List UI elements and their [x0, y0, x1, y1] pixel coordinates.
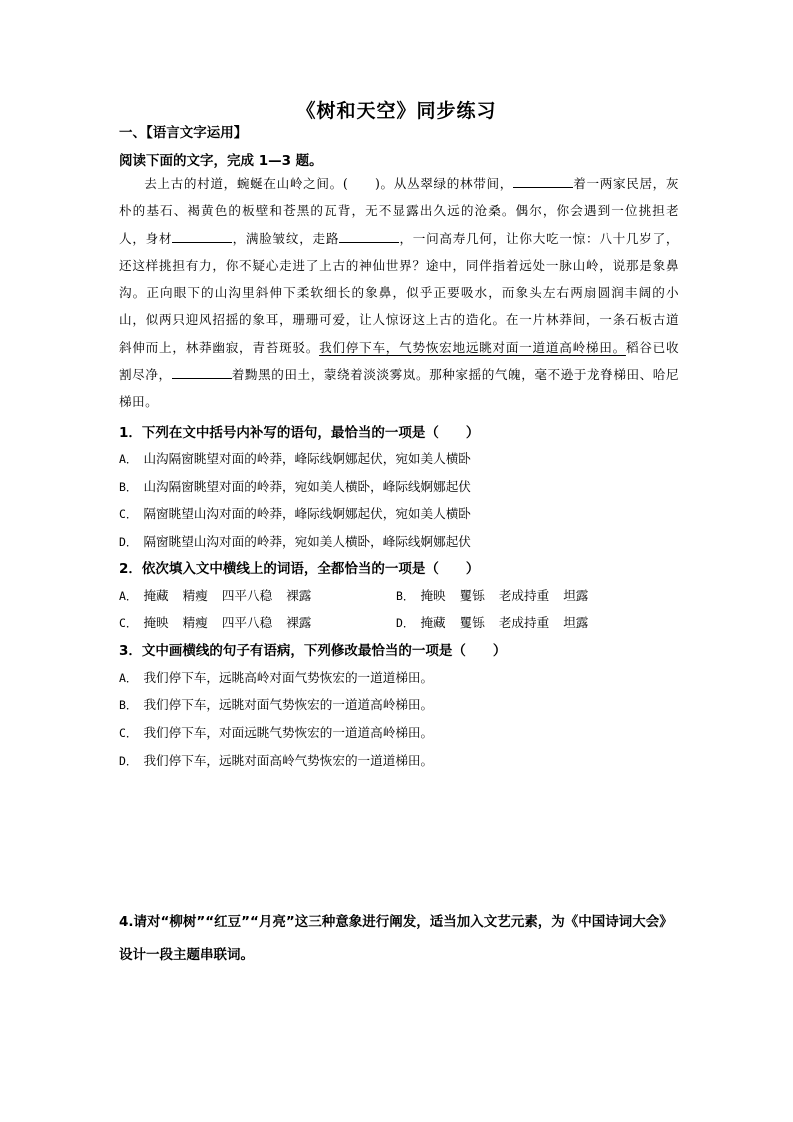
option-word: 矍铄: [459, 615, 485, 630]
option-text: 山沟隔窗眺望对面的岭莽，宛如美人横卧，峰际线婀娜起伏: [143, 479, 471, 494]
option-word: 精瘦: [182, 588, 208, 603]
option-letter: C．: [119, 507, 138, 521]
page-title: 《树和天空》同步练习: [296, 100, 497, 122]
fill-blank: [172, 366, 232, 379]
passage-text: ，一问高寿几何，让你大吃一惊：八十几岁了，还这样挑担有力，你不疑心走进了上古的神仙世界？途中，同伴指着远处一脉山岭，说那是象鼻沟。正向眼下的山沟里斜伸下柔软细长的象鼻，似乎正要吸水，而象头左右两扇圆润丰阔的小山，似两只迎风招摇的象耳，珊珊可爱，让人惊讶这上古的造化。在一片林莽间，一条石板古道斜伸而上，林莽幽寂，青苔斑驳。: [119, 230, 679, 355]
option-text: 我们停下车，远眺对面气势恢宏的一道道高岭梯田。: [143, 697, 434, 712]
option-word: 坦露: [563, 615, 589, 630]
option-letter: D．: [396, 616, 415, 630]
option-word: 裸露: [286, 588, 312, 603]
question-2-option-d: [396, 612, 602, 631]
question-1-stem: 1．下列在文中括号内补写的语句，最恰当的一项是（ ）: [119, 425, 480, 441]
passage-text: ，满脸皱纹，走路: [232, 230, 340, 246]
question-3-option-c: [119, 722, 433, 741]
option-text: 我们停下车，远眺高岭对面气势恢宏的一道道梯田。: [143, 670, 434, 685]
question-2-option-c: [119, 612, 325, 631]
fill-blank: [339, 230, 399, 243]
option-word: 四平八稳: [221, 588, 273, 603]
passage-text: 着一两家民居，灰朴的基石、褐黄色的板壁和苍黑的瓦背，无不显露出久远的沧桑。偶尔，你会遇到一位挑担老人，身材: [119, 176, 679, 246]
section-heading: 一、【语言文字运用】: [119, 125, 248, 141]
option-letter: D．: [119, 535, 138, 549]
option-word: 掩藏: [143, 588, 169, 603]
option-letter: C．: [119, 726, 138, 740]
question-1-option-b: [119, 476, 471, 495]
option-word: 老成持重: [498, 615, 550, 630]
option-text: 山沟隔窗眺望对面的岭莽，峰际线婀娜起伏，宛如美人横卧: [143, 451, 471, 466]
question-2-option-a: [119, 585, 325, 604]
question-1-option-c: [119, 503, 471, 522]
option-text: 我们停下车，远眺对面高岭气势恢宏的一道道梯田。: [143, 753, 434, 768]
option-letter: A．: [119, 452, 138, 466]
option-word: 坦露: [563, 588, 589, 603]
option-word: 精瘦: [182, 615, 208, 630]
passage-text: 去上古的村道，蜿蜒在山岭之间。( )。从丛翠绿的林带间，: [144, 176, 513, 191]
question-4: 4.请对“柳树”“红豆”“月亮”这三种意象进行阐发，适当加入文艺元素，为《中国诗词大会》设计一段主题串联词。: [119, 914, 673, 963]
option-letter: A．: [119, 671, 138, 685]
option-letter: B．: [119, 480, 138, 494]
option-letter: B．: [119, 698, 138, 712]
option-word: 掩藏: [420, 615, 446, 630]
reading-instruction: 阅读下面的文字，完成 1—3 题。: [119, 153, 323, 169]
question-2-option-b: [396, 585, 602, 604]
question-3-stem: 3．文中画横线的句子有语病，下列修改最恰当的一项是（ ）: [119, 643, 507, 659]
option-letter: C．: [119, 616, 138, 630]
option-text: 我们停下车，对面远眺气势恢宏的一道道高岭梯田。: [143, 725, 434, 740]
option-word: 掩映: [420, 588, 446, 603]
passage-text: 着黝黑的田土，蒙绕着淡淡雾岚。那种家摇的气魄，毫不逊于龙脊梯田、哈尼梯田。: [119, 367, 679, 410]
option-word: 裸露: [286, 615, 312, 630]
option-text: 隔窗眺望山沟对面的岭莽，峰际线婀娜起伏，宛如美人横卧: [143, 506, 471, 521]
question-1-option-d: [119, 531, 471, 550]
question-3-option-d: [119, 750, 433, 769]
underlined-sentence: 我们停下车，气势恢宏地远眺对面一道道高岭梯田。: [319, 339, 626, 355]
fill-blank: [172, 230, 232, 243]
option-text: 隔窗眺望山沟对面的岭莽，宛如美人横卧，峰际线婀娜起伏: [143, 534, 471, 549]
option-word: 掩映: [143, 615, 169, 630]
option-letter: D．: [119, 754, 138, 768]
fill-blank: [513, 175, 573, 188]
passage-text: 稻谷已收割尽净，: [119, 339, 680, 383]
question-3-option-b: [119, 694, 433, 713]
question-3-option-a: [119, 667, 433, 686]
question-1-option-a: [119, 448, 471, 467]
option-word: 老成持重: [498, 588, 550, 603]
option-letter: A．: [119, 589, 138, 603]
question-2-stem: 2．依次填入文中横线上的词语，全都恰当的一项是（ ）: [119, 561, 480, 577]
reading-passage: [119, 170, 679, 416]
option-letter: B．: [396, 589, 415, 603]
option-word: 四平八稳: [221, 615, 273, 630]
option-word: 矍铄: [459, 588, 485, 603]
